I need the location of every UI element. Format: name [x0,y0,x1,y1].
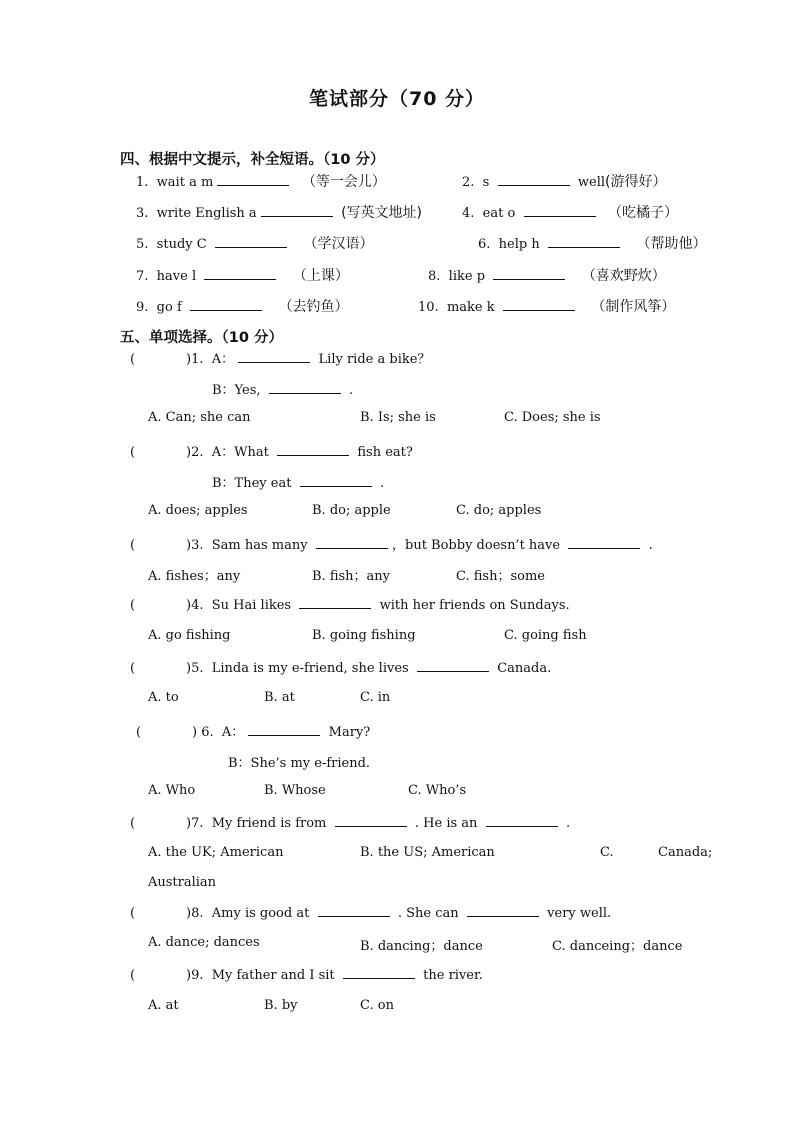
option-1b[interactable]: B. Is; she is [360,410,436,425]
answer-blank[interactable] [503,298,575,311]
phrase-item-3: 3. write English a (写英文地址) [136,205,422,221]
option-4b[interactable]: B. going fishing [312,628,416,643]
option-4a[interactable]: A. go fishing [148,628,231,643]
answer-blank[interactable] [238,350,310,363]
answer-blank[interactable] [269,381,341,394]
phrase-item-7: 7. have l （上课） [136,268,349,284]
answer-blank[interactable] [318,904,390,917]
question-2: ( )2. A：What fish eat? [130,445,413,460]
answer-blank[interactable] [548,235,620,248]
answer-paren-open[interactable]: ( [130,906,136,921]
phrase-item-6: 6. help h （帮助他） [478,236,707,252]
answer-paren-open[interactable]: ( [130,661,136,676]
option-3a[interactable]: A. fishes；any [148,569,241,584]
answer-blank[interactable] [493,267,565,280]
section-5-heading: 五、单项选择。（10 分） [120,330,283,346]
option-2c[interactable]: C. do; apples [456,503,542,518]
option-7a[interactable]: A. the UK; American [148,845,284,860]
answer-paren-open[interactable]: ( [136,725,142,740]
answer-blank[interactable] [467,904,539,917]
answer-blank[interactable] [300,474,372,487]
answer-blank[interactable] [486,814,558,827]
answer-paren-open[interactable]: ( [130,445,136,460]
answer-blank[interactable] [417,659,489,672]
answer-blank[interactable] [299,596,371,609]
phrase-item-2: 2. s well(游得好） [462,174,667,190]
option-7c-letter[interactable]: C. [600,845,614,860]
question-3: ( )3. Sam has many ，but Bobby doesn’t have . [130,538,653,553]
option-2a[interactable]: A. does; apples [148,503,248,518]
option-9c[interactable]: C. on [360,998,394,1013]
option-9a[interactable]: A. at [148,998,179,1013]
answer-blank[interactable] [217,173,289,186]
question-1-b: B：Yes, . [212,383,354,398]
answer-paren-open[interactable]: ( [130,816,136,831]
option-8a[interactable]: A. dance; dances [148,935,260,950]
phrase-item-10: 10. make k （制作风筝） [418,299,676,315]
answer-blank[interactable] [524,204,596,217]
option-8b[interactable]: B. dancing；dance [360,939,483,954]
option-6c[interactable]: C. Who’s [408,783,467,798]
answer-blank[interactable] [568,536,640,549]
answer-blank[interactable] [248,723,320,736]
answer-blank[interactable] [316,536,388,549]
option-1c[interactable]: C. Does; she is [504,410,601,425]
question-1: ( )1. A： Lily ride a bike？ [130,352,431,367]
option-5a[interactable]: A. to [148,690,179,705]
question-4: ( )4. Su Hai likes with her friends on Sundays. [130,598,570,613]
answer-paren-open[interactable]: ( [130,352,136,367]
option-8c[interactable]: C. danceing；dance [552,939,683,954]
option-7c-continued: Australian [148,875,217,890]
option-9b[interactable]: B. by [264,998,298,1013]
question-2-b: B：They eat . [212,476,385,491]
option-5b[interactable]: B. at [264,690,295,705]
question-6: ( ) 6. A： Mary? [136,725,371,740]
answer-paren-open[interactable]: ( [130,538,136,553]
phrase-item-8: 8. like p （喜欢野炊） [428,268,666,284]
option-3b[interactable]: B. fish；any [312,569,391,584]
answer-paren-open[interactable]: ( [130,598,136,613]
option-6a[interactable]: A. Who [148,783,196,798]
question-6-b: B：She’s my e-friend. [228,756,371,771]
option-1a[interactable]: A. Can; she can [148,410,251,425]
option-5c[interactable]: C. in [360,690,391,705]
option-3c[interactable]: C. fish；some [456,569,545,584]
question-7: ( )7. My friend is from . He is an . [130,816,571,831]
answer-blank[interactable] [190,298,262,311]
page-title: 笔试部分（70 分） [308,88,486,110]
answer-paren-open[interactable]: ( [130,968,136,983]
answer-blank[interactable] [277,443,349,456]
option-7b[interactable]: B. the US; American [360,845,495,860]
answer-blank[interactable] [343,966,415,979]
phrase-item-1: 1. wait a m （等一会儿） [136,174,386,190]
option-4c[interactable]: C. going fish [504,628,587,643]
answer-blank[interactable] [498,173,570,186]
answer-blank[interactable] [335,814,407,827]
answer-blank[interactable] [215,235,287,248]
option-7c-text[interactable]: Canada; [658,845,713,860]
phrase-item-5: 5. study C （学汉语） [136,236,374,252]
answer-blank[interactable] [261,204,333,217]
option-6b[interactable]: B. Whose [264,783,326,798]
question-5: ( )5. Linda is my e-friend, she lives Canada. [130,661,552,676]
phrase-item-9: 9. go f （去钓鱼） [136,299,349,315]
question-8: ( )8. Amy is good at . She can very well. [130,906,612,921]
question-9: ( )9. My father and I sit the river. [130,968,483,983]
answer-blank[interactable] [204,267,276,280]
option-2b[interactable]: B. do; apple [312,503,391,518]
section-4-heading: 四、根据中文提示，补全短语。（10 分） [120,152,385,168]
phrase-item-4: 4. eat o （吃橘子） [462,205,678,221]
